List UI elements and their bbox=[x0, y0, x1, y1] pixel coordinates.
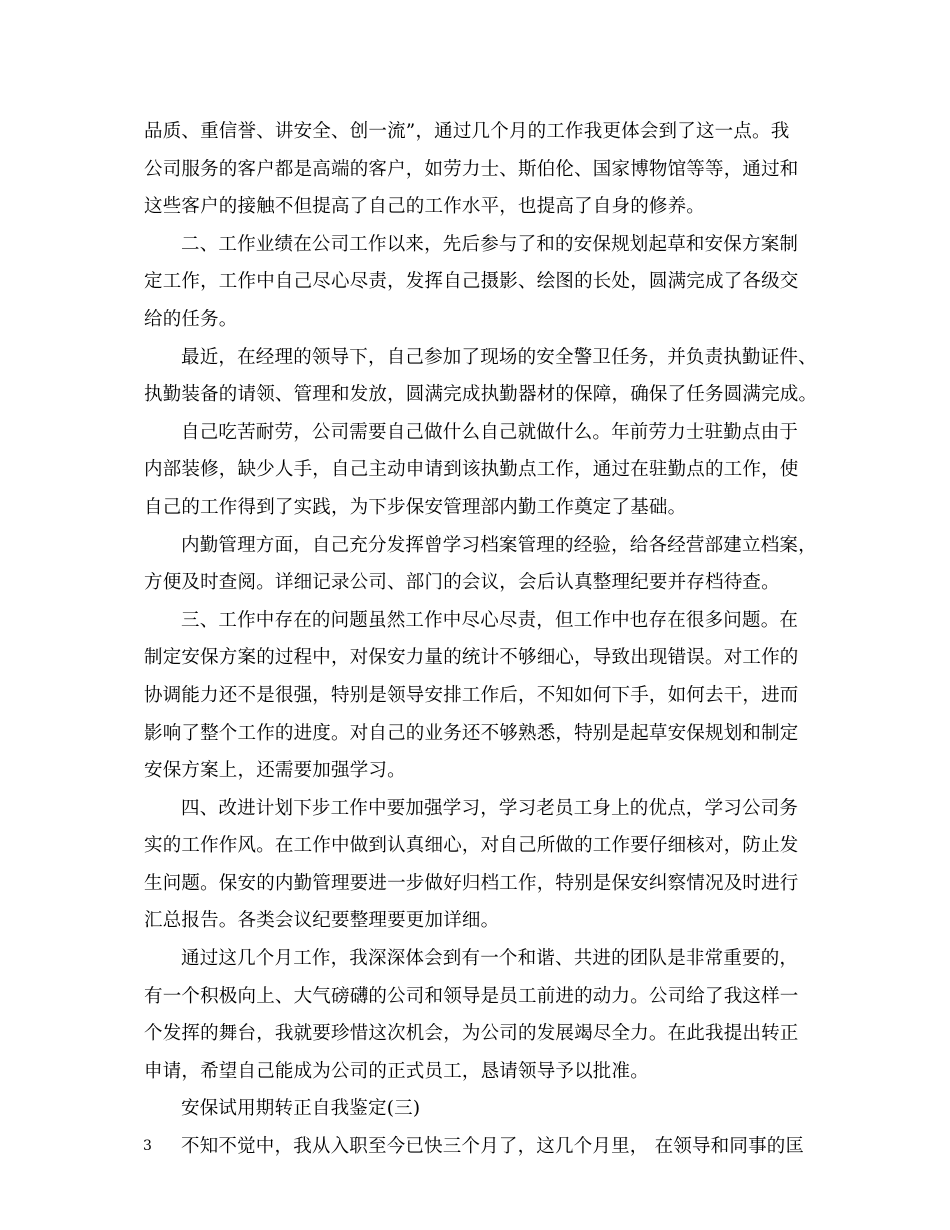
text-line: 方便及时查阅。详细记录公司、部门的会议，会后认真整理纪要并存档待查。 bbox=[144, 572, 780, 594]
text-line: 给的任务。 bbox=[144, 308, 238, 330]
text-line: 制定安保方案的过程中，对保安力量的统计不够细心，导致出现错误。对工作的 bbox=[144, 647, 799, 669]
text-line: 生问题。保安的内勤管理要进一步做好归档工作，特别是保安纠察情况及时进行 bbox=[144, 872, 799, 894]
text-line: 个发挥的舞台，我就要珍惜这次机会，为公司的发展竭尽全力。在此我提出转正 bbox=[144, 1023, 799, 1045]
text-line: 有一个积极向上、大气磅礴的公司和领导是员工前进的动力。公司给了我这样一 bbox=[144, 985, 799, 1007]
document-body bbox=[144, 113, 820, 1166]
text-line: 自己吃苦耐劳，公司需要自己做什么自己就做什么。年前劳力士驻勤点由于 bbox=[181, 421, 799, 443]
text-line: 影响了整个工作的进度。对自己的业务还不够熟悉，特别是起草安保规划和制定 bbox=[144, 722, 799, 744]
text-line: 执勤装备的请领、管理和发放，圆满完成执勤器材的保障，确保了任务圆满完成。 bbox=[144, 384, 818, 406]
text-line: 申请，希望自己能成为公司的正式员工，恳请领导予以批准。 bbox=[144, 1060, 649, 1082]
text-line: 品质、重信誉、讲安全、创一流”，通过几个月的工作我更体会到了这一点。我 bbox=[144, 121, 790, 142]
page-number: 3 bbox=[143, 1138, 152, 1154]
text-line: 四、改进计划下步工作中要加强学习，学习老员工身上的优点，学习公司务 bbox=[181, 797, 799, 819]
section-heading: 安保试用期转正自我鉴定(三) bbox=[181, 1098, 421, 1120]
text-line: 内部装修，缺少人手，自己主动申请到该执勤点工作，通过在驻勤点的工作，使 bbox=[144, 459, 799, 481]
text-line: 最近，在经理的领导下，自己参加了现场的安全警卫任务，并负责执勤证件、 bbox=[181, 346, 817, 368]
text-line: 自己的工作得到了实践，为下步保安管理部内勤工作奠定了基础。 bbox=[144, 496, 687, 518]
text-line: 协调能力还不是很强，特别是领导安排工作后，不知如何下手，如何去干，进而 bbox=[144, 684, 799, 706]
text-line: 三、工作中存在的问题虽然工作中尽心尽责，但工作中也存在很多问题。在 bbox=[181, 609, 799, 631]
text-line: 内勤管理方面，自己充分发挥曾学习档案管理的经验，给各经营部建立档案， bbox=[181, 534, 817, 556]
text-line: 实的工作作风。在工作中做到认真细心，对自己所做的工作要仔细核对，防止发 bbox=[144, 835, 799, 857]
text-line: 汇总报告。各类会议纪要整理要更加详细。 bbox=[144, 910, 500, 932]
text-line: 安保方案上，还需要加强学习。 bbox=[144, 760, 406, 782]
text-line: 二、工作业绩在公司工作以来，先后参与了和的安保规划起草和安保方案制 bbox=[181, 233, 799, 255]
text-line: 通过这几个月工作，我深深体会到有一个和谐、共进的团队是非常重要的， bbox=[181, 948, 799, 970]
text-line: 公司服务的客户都是高端的客户，如劳力士、斯伯伦、国家博物馆等等，通过和 bbox=[144, 158, 799, 180]
text-line: 定工作，工作中自己尽心尽责，发挥自己摄影、绘图的长处，圆满完成了各级交 bbox=[144, 271, 799, 293]
text-line: 这些客户的接触不但提高了自己的工作水平，也提高了自身的修养。 bbox=[144, 196, 706, 218]
text-line: 不知不觉中，我从入职至今已快三个月了，这几个月里， 在领导和同事的匡 bbox=[181, 1136, 805, 1158]
